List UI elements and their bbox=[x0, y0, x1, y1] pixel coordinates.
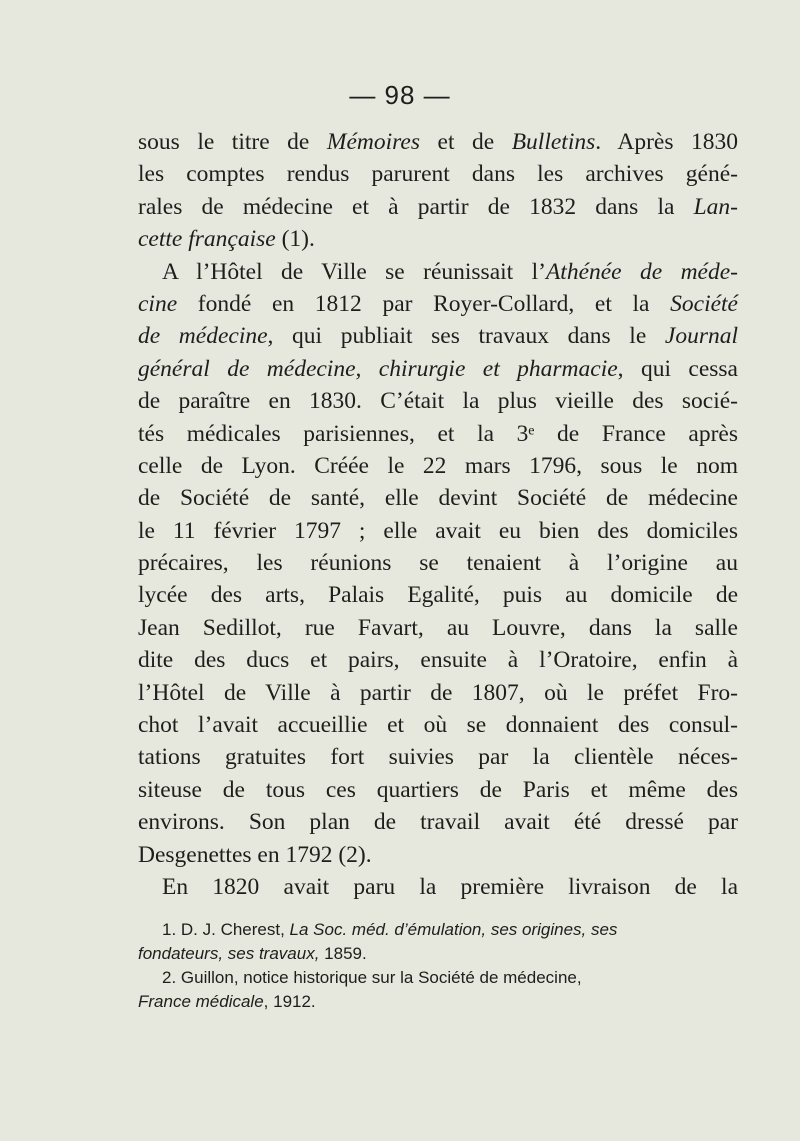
text-line: général de médecine, chirurgie et pharmacie, qui cessa bbox=[138, 355, 738, 382]
text-line: cette française (1). bbox=[138, 226, 315, 253]
italic-text: fondateurs, ses travaux, bbox=[138, 944, 320, 963]
text-line: l’Hôtel de Ville à partir de 1807, où le préfet Fro- bbox=[138, 679, 738, 706]
text-line: dite des ducs et pairs, ensuite à l’Oratoire, enfin à bbox=[138, 647, 738, 674]
text-line: de Société de santé, elle devint Société de médecine bbox=[138, 485, 738, 512]
italic-text: général de médecine, chirurgie et pharmacie bbox=[138, 355, 618, 382]
text-line: lycée des arts, Palais Egalité, puis au domicile de bbox=[138, 582, 738, 609]
italic-text: cine bbox=[138, 290, 178, 317]
text-line: En 1820 avait paru la première livraison de la bbox=[162, 873, 738, 900]
text-line: cine fondé en 1812 par Royer-Collard, et la Société bbox=[138, 290, 738, 317]
footnote-line: fondateurs, ses travaux, 1859. bbox=[138, 944, 367, 963]
text-line: chot l’avait accueillie et où se donnaient des consul- bbox=[138, 712, 738, 739]
text-line: siteuse de tous ces quartiers de Paris et même des bbox=[138, 776, 738, 803]
footnote-line: 1. D. J. Cherest, La Soc. méd. d’émulation, ses origines, ses bbox=[162, 920, 618, 939]
text-line: de médecine, qui publiait ses travaux dans le Journal bbox=[138, 323, 738, 350]
body-text bbox=[138, 126, 738, 903]
footnote-line: 2. Guillon, notice historique sur la Société de médecine, bbox=[162, 968, 582, 987]
text-line: Desgenettes en 1792 (2). bbox=[138, 841, 372, 868]
footnote-line: France médicale, 1912. bbox=[138, 992, 316, 1011]
text-line: tations gratuites fort suivies par la clientèle néces- bbox=[138, 744, 738, 771]
text-line: rales de médecine et à partir de 1832 dans la Lan- bbox=[138, 193, 738, 220]
italic-text: Mémoires bbox=[326, 129, 420, 155]
italic-text: France médicale bbox=[138, 992, 264, 1011]
text-line: celle de Lyon. Créée le 22 mars 1796, sous le nom bbox=[138, 452, 738, 479]
text-line: de paraître en 1830. C’était la plus vieille des socié- bbox=[138, 388, 738, 415]
page-number: — 98 — bbox=[349, 80, 451, 110]
text-line: sous le titre de Mémoires et de Bulletins. Après 1830 bbox=[138, 129, 738, 155]
italic-text: Société bbox=[670, 290, 738, 317]
text-line: Jean Sedillot, rue Favart, au Louvre, dans la salle bbox=[138, 614, 738, 641]
text-line: A l’Hôtel de Ville se réunissait l’Athénée de méde- bbox=[162, 258, 738, 285]
italic-text: de médecine bbox=[138, 323, 268, 350]
italic-text: cette française bbox=[138, 226, 276, 253]
italic-text: Athénée de méde- bbox=[545, 258, 738, 285]
footnotes bbox=[138, 918, 738, 1014]
text-line: les comptes rendus parurent dans les archives géné- bbox=[138, 161, 738, 188]
italic-text: Bulletins bbox=[511, 129, 596, 155]
italic-text: La Soc. méd. d’émulation, ses origines, ses bbox=[289, 920, 618, 939]
italic-text: Journal bbox=[664, 323, 738, 350]
italic-text: Lan- bbox=[693, 193, 738, 220]
text-line: environs. Son plan de travail avait été dressé par bbox=[138, 809, 738, 836]
text-line: tés médicales parisiennes, et la 3ᵉ de France après bbox=[138, 420, 738, 447]
text-line: précaires, les réunions se tenaient à l’origine au bbox=[138, 550, 738, 577]
text-line: le 11 février 1797 ; elle avait eu bien des domiciles bbox=[138, 517, 738, 544]
